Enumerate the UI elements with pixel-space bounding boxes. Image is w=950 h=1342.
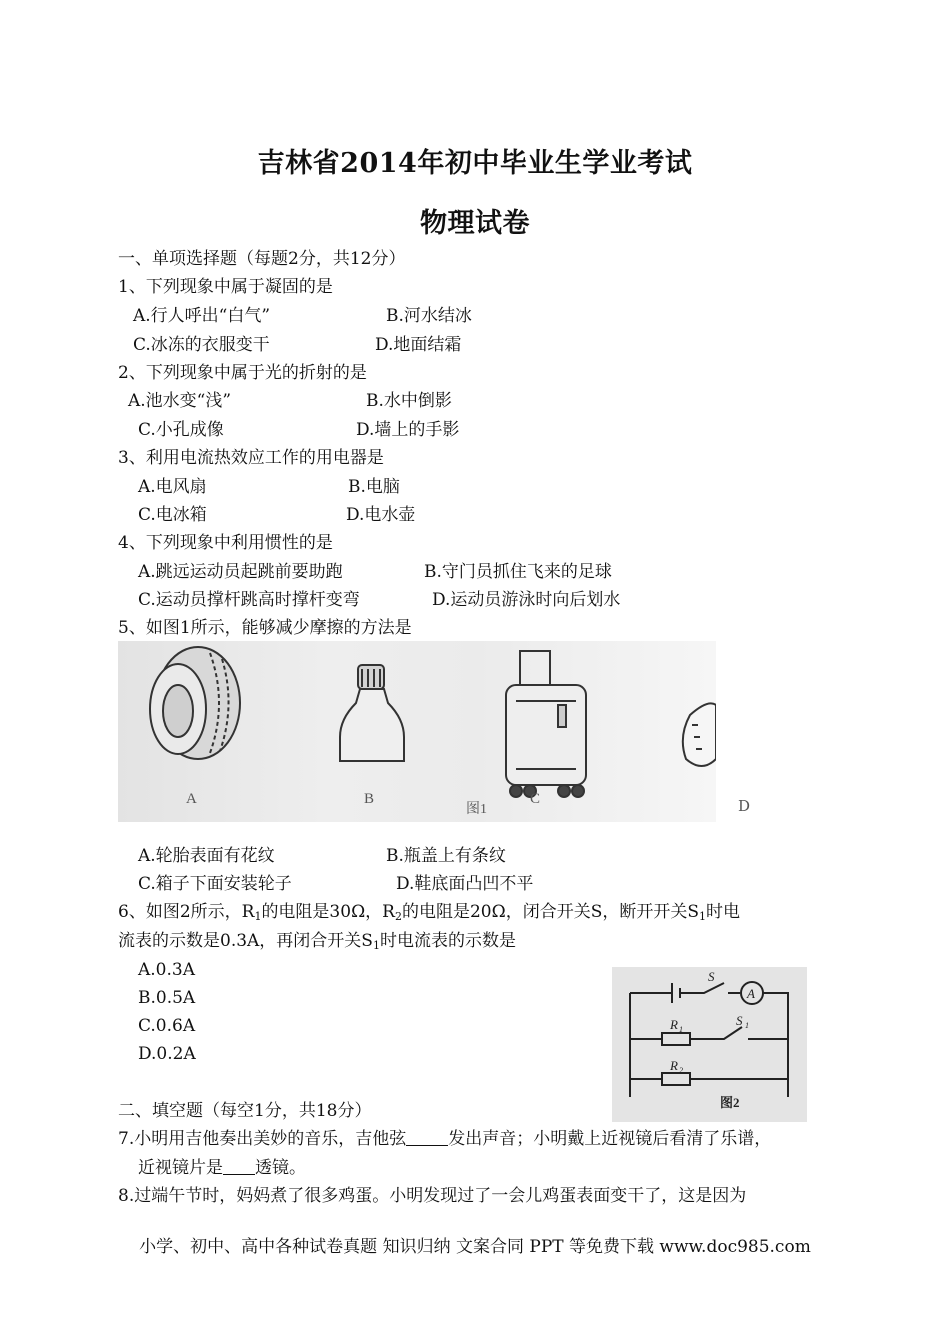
q7-blank-2[interactable]: [223, 1156, 255, 1175]
q1-stem: 1、下列现象中属于凝固的是: [118, 277, 333, 297]
resistor-r1-label: R: [670, 1017, 678, 1032]
q6-option-a: A.0.3A: [138, 960, 195, 980]
figure-1-label-a: A: [186, 791, 197, 807]
figure-1-label-d: D: [738, 797, 751, 815]
q3-option-a: A.电风扇: [138, 477, 207, 497]
q6-option-d: D.0.2A: [138, 1044, 196, 1064]
resistor-r2-subscript: 2: [679, 1066, 683, 1075]
q5-option-b: B.瓶盖上有条纹: [386, 846, 506, 866]
q2-option-b: B.水中倒影: [366, 391, 452, 411]
tire-icon: [150, 647, 240, 759]
shoe-sole-icon: [683, 703, 716, 766]
q1-option-d: D.地面结霜: [375, 335, 462, 355]
q6-option-b: B.0.5A: [138, 988, 196, 1008]
q5-option-d: D.鞋底面凸凹不平: [396, 874, 534, 894]
q7-line-1: 7.小明用吉他奏出美妙的音乐，吉他弦 发出声音；小明戴上近视镜后看清了乐谱，: [118, 1129, 772, 1149]
figure-2-caption: 图2: [720, 1095, 740, 1110]
q2-stem: 2、下列现象中属于光的折射的是: [118, 363, 367, 383]
switch-s-label: S: [708, 969, 715, 984]
footer-ad: 小学、初中、高中各种试卷真题 知识归纳 文案合同 PPT 等免费下载 www.doc985.com: [139, 1237, 811, 1257]
q7-line-2: 近视镜片是 透镜。: [138, 1158, 306, 1178]
q8-stem: 8.过端午节时，妈妈煮了很多鸡蛋。小明发现过了一会儿鸡蛋表面变干了，这是因为: [118, 1186, 747, 1206]
switch-s1-label: S: [736, 1013, 743, 1028]
exam-subtitle: 物理试卷: [420, 208, 530, 239]
q1-option-b: B.河水结冰: [386, 306, 472, 326]
figure-1-drawing: [118, 641, 716, 822]
q2-option-c: C.小孔成像: [138, 420, 224, 440]
figure-1-label-b: B: [364, 791, 375, 807]
q5-stem: 5、如图1所示，能够减少摩擦的方法是: [118, 618, 412, 638]
q1-option-c: C.冰冻的衣服变干: [133, 335, 270, 355]
ammeter-icon: A: [747, 986, 755, 1001]
q1-option-a: A.行人呼出“白气”: [133, 306, 271, 326]
q6-option-c: C.0.6A: [138, 1016, 196, 1036]
q3-option-c: C.电冰箱: [138, 505, 207, 525]
q4-stem: 4、下列现象中利用惯性的是: [118, 533, 333, 553]
section-2-heading: 二、填空题（每空1分，共18分）: [118, 1101, 372, 1121]
q6-stem-line-2: 流表的示数是0.3A，再闭合开关$S_1$时电流表的示数是: [118, 931, 516, 952]
figure-1-caption: 图1: [466, 802, 487, 817]
q2-option-d: D.墙上的手影: [356, 420, 460, 440]
q7-blank-1[interactable]: [406, 1127, 448, 1146]
section-1-heading: 一、单项选择题（每题2分，共12分）: [118, 249, 406, 269]
q4-option-d: D.运动员游泳时向后划水: [432, 590, 621, 610]
q4-option-a: A.跳远运动员起跳前要助跑: [138, 562, 343, 582]
q3-option-d: D.电水壶: [346, 505, 416, 525]
suitcase-icon: [506, 651, 586, 797]
q5-option-c: C.箱子下面安装轮子: [138, 874, 292, 894]
exam-title: 吉林省2014年初中毕业生学业考试: [257, 148, 693, 179]
switch-s1-subscript: 1: [745, 1021, 749, 1030]
q5-option-a: A.轮胎表面有花纹: [138, 846, 275, 866]
resistor-r1-subscript: 1: [679, 1025, 683, 1034]
bottle-icon: [340, 665, 404, 761]
figure-2-circuit: [612, 967, 807, 1122]
q6-stem-line-1: 6、如图2所示，$R_1$的电阻是30Ω，$R_2$的电阻是20Ω，闭合开关S，断开开关$S_1$时电: [118, 902, 740, 923]
q3-option-b: B.电脑: [348, 477, 400, 497]
q4-option-c: C.运动员撑杆跳高时撑杆变弯: [138, 590, 360, 610]
figure-1-label-c: C: [530, 791, 541, 807]
figure-1: [118, 641, 716, 822]
q2-option-a: A.池水变“浅”: [128, 391, 232, 411]
resistor-r2-label: R: [670, 1058, 678, 1073]
circuit-diagram: [612, 967, 807, 1122]
q3-stem: 3、利用电流热效应工作的用电器是: [118, 448, 384, 468]
q4-option-b: B.守门员抓住飞来的足球: [424, 562, 612, 582]
